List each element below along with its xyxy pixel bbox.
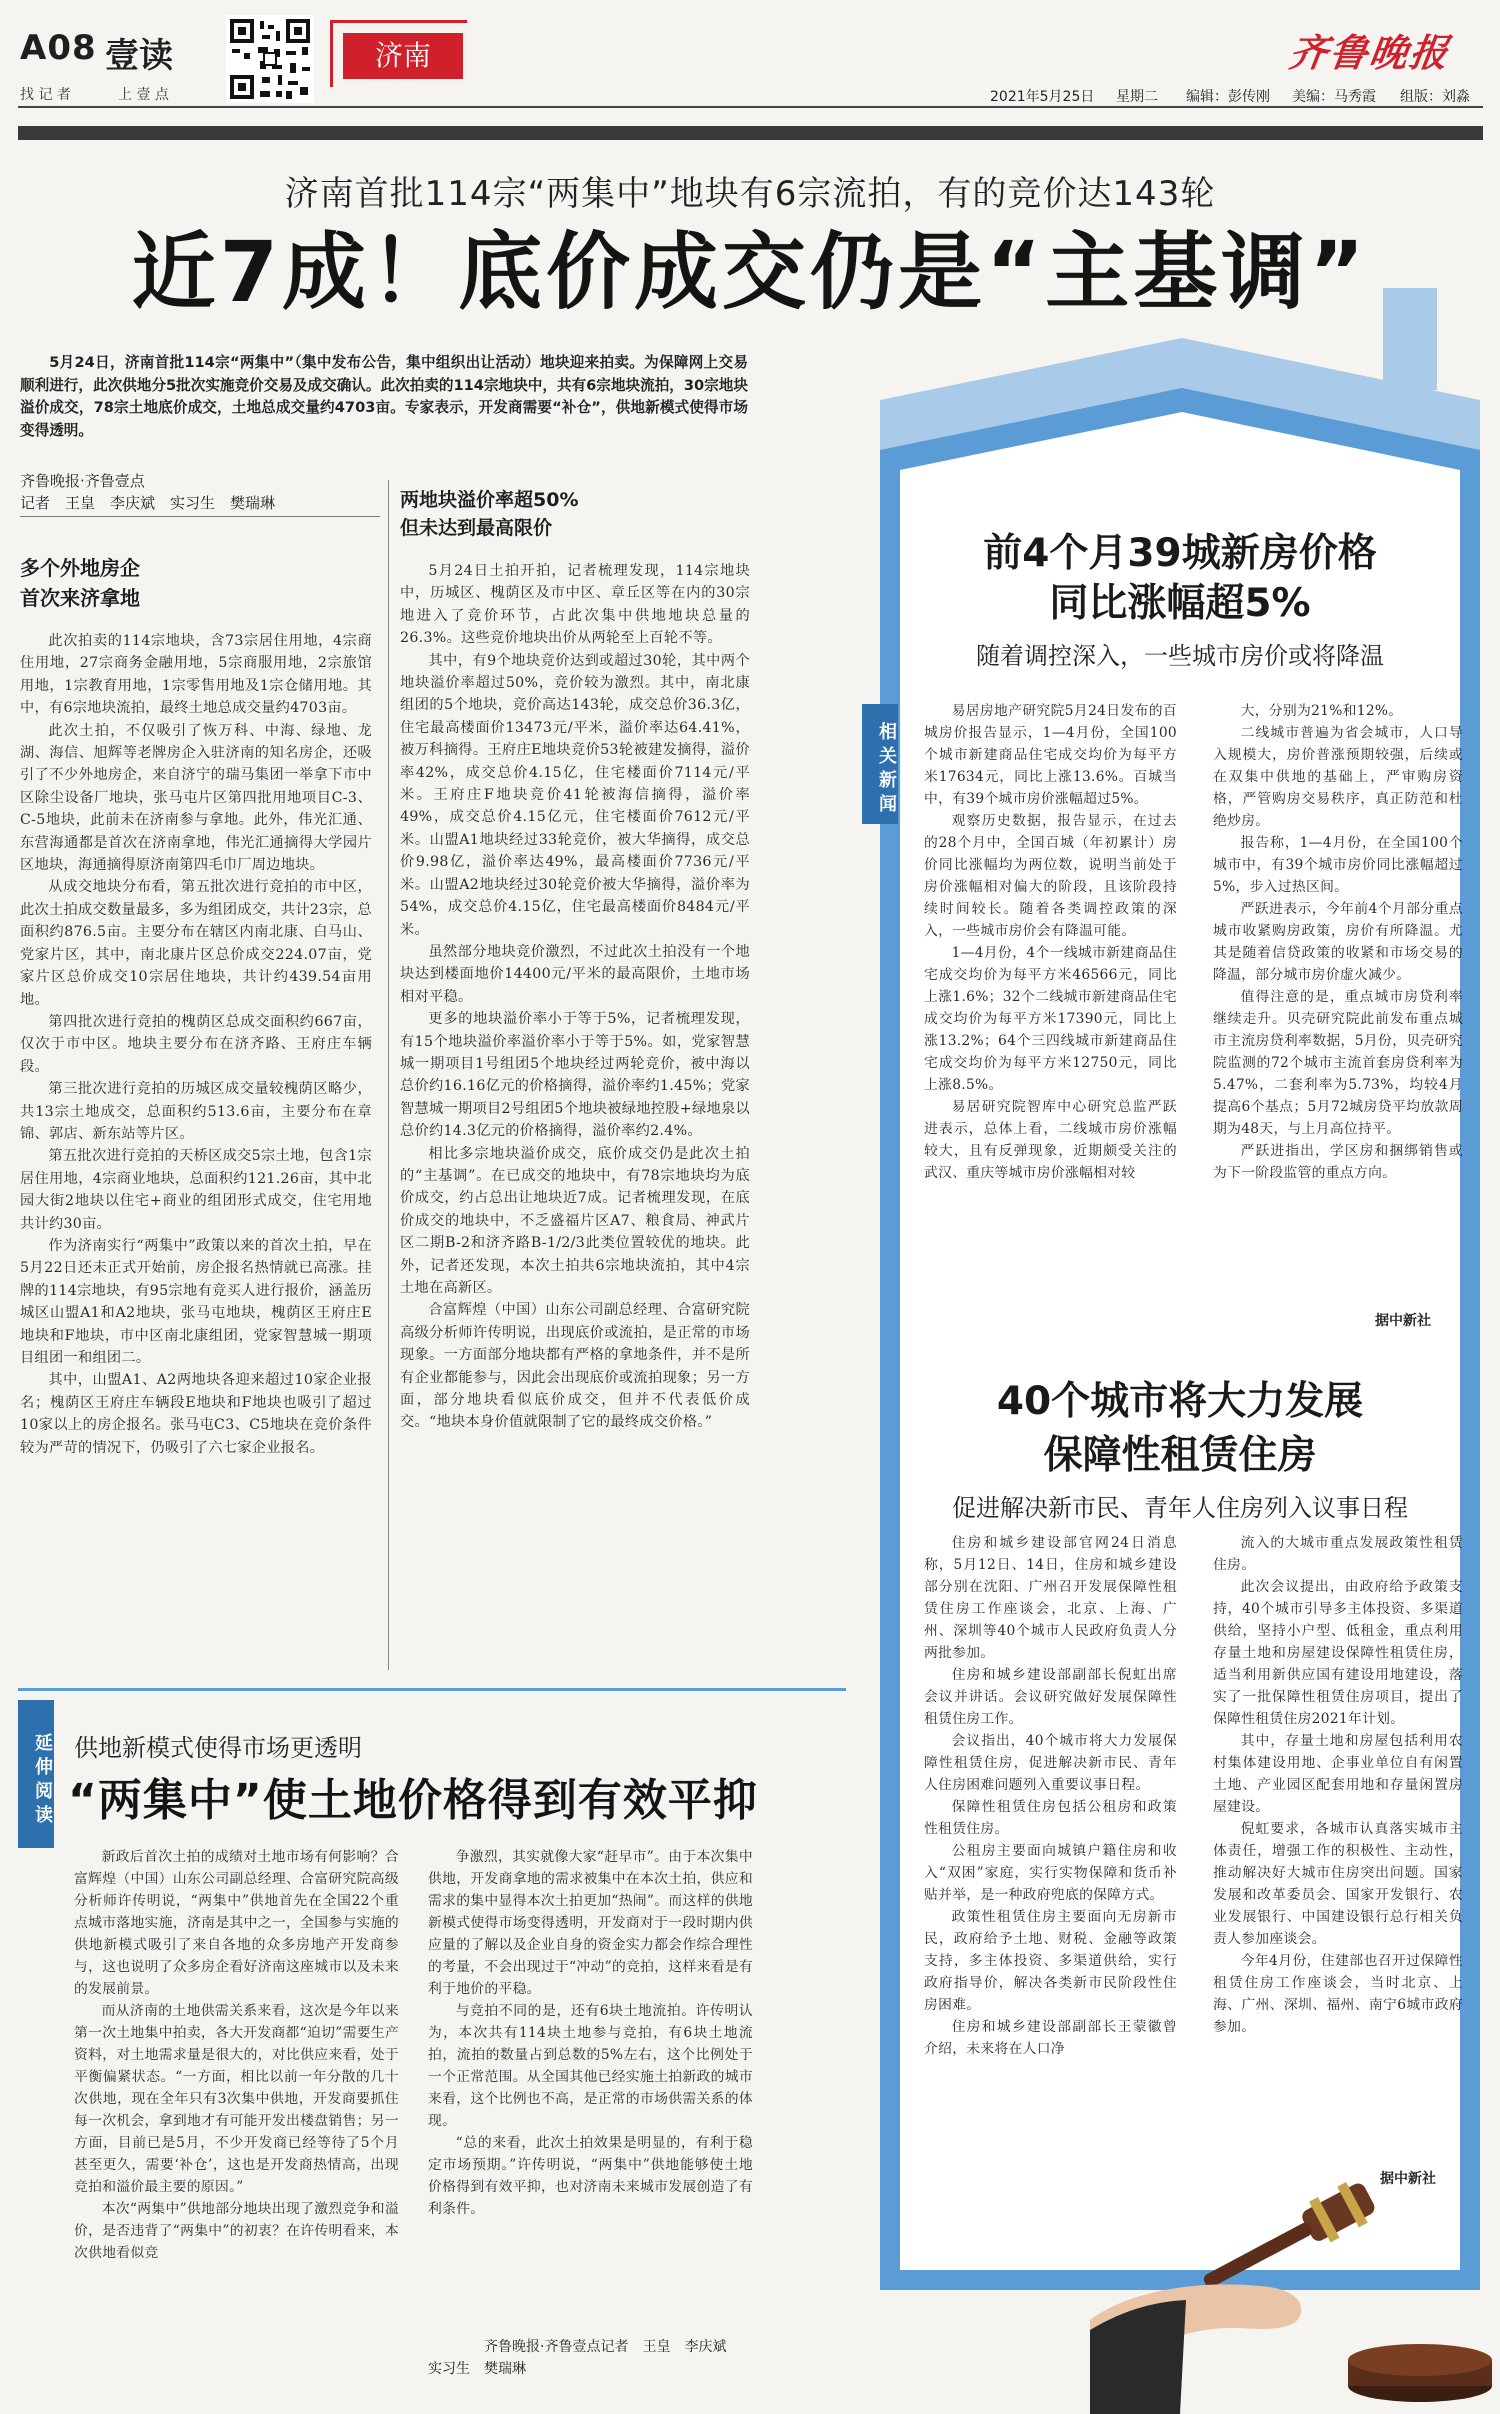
paragraph: 政策性租赁住房主要面向无房新市民，政府给予土地、财税、金融等政策支持，多主体投资、多渠道供给，实行政府指导价，解决各类新市民阶段性住房困难。 xyxy=(924,1909,1177,2013)
lead-column-1 xyxy=(20,630,372,1660)
lead-kicker: 济南首批114宗“两集中”地块有6宗流拍，有的竞价达143轮 xyxy=(284,174,1216,214)
paragraph: “总的来看，此次土拍效果是明显的，有利于稳定市场预期。”许传明说，“两集中”供地能够使土地价格得到有效平抑，也对济南未来城市发展创造了有利条件。 xyxy=(428,2135,753,2217)
related-news-label: 相关新闻 xyxy=(862,704,898,824)
section-name: 壹读 xyxy=(105,36,173,76)
paragraph: 易居研究院智库中心研究总监严跃进表示，总体上看，二线城市房价涨幅较大，且有反弹现象，近期颇受关注的武汉、重庆等城市房价涨幅相对较 xyxy=(924,1099,1177,1181)
paragraph: 倪虹要求，各城市认真落实城市主体责任，增强工作的积极性、主动性，推动解决好大城市住房突出问题。国家发展和改革委员会、国家开发银行、农业发展银行、中国建设银行总行相关负责人参加座谈会。 xyxy=(1213,1821,1463,1947)
paragraph: 本次“两集中”供地部分地块出现了激烈竞争和溢价，是否违背了“两集中”的初衷？在许传明看来，本次供地看似竞 xyxy=(74,2201,399,2261)
paragraph: 虽然部分地块竞价激烈，不过此次土拍没有一个地块达到楼面地价14400元/平米的最高限价，土地市场相对平稳。 xyxy=(400,943,750,1005)
paragraph: 观察历史数据，报告显示，在过去的28个月中，全国百城（年初累计）房价同比涨幅均为两位数，说明当前处于房价涨幅相对偏大的阶段，且该阶段持续时间较长。随着各类调控政策的深入，一些城市房价会有降温可能。 xyxy=(924,813,1177,939)
section1-title-line2: 首次来济拿地 xyxy=(20,586,140,610)
paragraph: 值得注意的是，重点城市房贷利率继续走升。贝壳研究院此前发布重点城市主流房贷利率数据，5月份，贝壳研究院监测的72个城市主流首套房贷利率为5.47%，二套利率为5.73%，均较4月提高6个基点；5月72城房贷平均放款周期为48天，与上月高位持平。 xyxy=(1213,989,1463,1137)
paragraph: 其中，有9个地块竞价达到或超过30轮，其中两个地块溢价率超过50%，竞价较为激烈。其中，南北康组团的5个地块，竞价高达143轮，成交总价36.3亿，住宅最高楼面价13473元/平米，溢价率达64.41%，被万科摘得。王府庄E地块竞价53轮被建发摘得，溢价率42%，成交总价4.15亿，住宅楼面价7114元/平米。王府庄F地块竞价41轮被海信摘得，溢价率49%，成交总价4.15亿元，住宅楼面价7612元/平米。山盟A1地块经过33轮竞价，被大华摘得，成交总价9.98亿，溢价率达49%，最高楼面价7736元/平米。山盟A2地块经过30轮竞价被大华摘得，溢价率为54%，成交总价4.15亿，住宅最高楼面价8484元/平米。 xyxy=(400,652,750,938)
extended-headline: “两集中”使土地价格得到有效平抑 xyxy=(68,1775,758,1826)
related1-subhead: 随着调控深入，一些城市房价或将降温 xyxy=(976,642,1384,670)
city-tab[interactable]: 济南 xyxy=(343,33,463,79)
extended-column-b xyxy=(428,1846,753,2326)
editor-credit: 编辑：彭传刚 xyxy=(1186,89,1270,105)
paragraph: 易居房地产研究院5月24日发布的百城房价报告显示，1—4月份，全国100个城市新建商品住宅成交均价为每平方米17634元，同比上涨13.6%。百城当中，有39个城市房价涨幅超过5%。 xyxy=(924,703,1177,807)
paragraph: 1—4月份，4个一线城市新建商品住宅成交均价为每平方米46566元，同比上涨1.6%；32个二线城市新建商品住宅成交均价为每平方米17390元，同比上涨13.2%；64个三四线城市新建商品住宅成交均价为每平方米12750元，同比上涨8.5%。 xyxy=(924,945,1177,1093)
paragraph: 此次土拍，不仅吸引了恢万科、中海、绿地、龙湖、海信、旭辉等老牌房企入驻济南的知名房企，还吸引了不少外地房企，来自济宁的瑞马集团一举拿下市中区除尘设备厂地块，张马屯片区第四批用地项目C-3、C-5地块，此前未在济南参与拿地。此外，伟光汇通、东营海通都是首次在济南拿地，伟光汇通摘得大学园片区地块，海通摘得原济南第四毛巾厂周边地块。 xyxy=(20,722,372,874)
section1-title-line1: 多个外地房企 xyxy=(20,556,140,580)
related1-headline-line2: 同比涨幅超5% xyxy=(1049,581,1311,626)
paragraph: 住房和城乡建设部官网24日消息称，5月12日、14日，住房和城乡建设部分别在沈阳、广州召开发展保障性租赁住房工作座谈会，北京、上海、广州、深圳等40个城市人民政府负责人分两批参加。 xyxy=(924,1535,1177,1661)
paragraph: 今年4月份，住建部也召开过保障性租赁住房工作座谈会，当时北京、上海、广州、深圳、福州、南宁6城市政府参加。 xyxy=(1213,1953,1463,2035)
extended-byline: 齐鲁晚报·齐鲁壹点记者 王皇 李庆斌 实习生 樊瑞琳 xyxy=(428,2339,741,2377)
related1-column-a xyxy=(924,700,1177,1340)
paragraph: 此次拍卖的114宗地块，含73宗居住用地，4宗商住用地，27宗商务金融用地，5宗商服用地，2宗旅馆用地，1宗教育用地，1宗零售用地及1宗仓储用地。其中，有6宗地块流拍，最终土地总成交量约4703亩。 xyxy=(20,633,372,717)
related2-source: 据中新社 xyxy=(1380,2171,1436,2187)
paragraph: 从成交地块分布看，第五批次进行竞拍的市中区，此次土拍成交数量最多，多为组团成交，共计23宗，总面积约876.5亩。主要分布在辖区内南北康、白马山、党家片区，其中，南北康片区总价成交224.07亩，党家片区总价成交10宗居住地块，共计约439.54亩用地。 xyxy=(20,879,372,1008)
page-number: A08 xyxy=(20,28,97,68)
tagline-left: 找 记 者 xyxy=(20,87,71,103)
paragraph: 第三批次进行竞拍的历城区成交量较槐荫区略少，共13宗土地成交，总面积约513.6亩，主要分布在章锦、郭店、新东站等片区。 xyxy=(20,1081,372,1142)
extended-label: 延伸阅读 xyxy=(18,1700,54,1848)
lead-headline: 近7成！底价成交仍是“主基调” xyxy=(131,223,1369,321)
extended-column-a xyxy=(74,1846,399,2391)
related2-column-b xyxy=(1213,1532,1463,2172)
related2-headline-line2: 保障性租赁住房 xyxy=(1043,1433,1317,1478)
related1-column-b xyxy=(1213,700,1463,1340)
paragraph: 合富辉煌（中国）山东公司副总经理、合富研究院高级分析师许传明说，出现底价或流拍，是正常的市场现象。一方面部分地块都有严格的拿地条件，并不是所有企业都能参与，因此会出现底价或流拍现象；另一方面，部分地块看似底价成交，但并不代表低价成交。“地块本身价值就限制了它的最终成交价格。” xyxy=(400,1302,750,1431)
paragraph: 第四批次进行竞拍的槐荫区总成交面积约667亩，仅次于市中区。地块主要分布在济齐路、王府庄车辆段。 xyxy=(20,1013,372,1075)
paragraph: 与竞拍不同的是，还有6块土地流拍。许传明认为，本次共有114块土地参与竞拍，有6块土地流拍，流拍的数量占到总数的5%左右，这个比例处于一个正常范围。从全国其他已经实施土拍新政的城市来看，这个比例也不高，是正常的市场供需关系的体现。 xyxy=(428,2003,753,2129)
extended-top-rule xyxy=(18,1688,846,1691)
art-editor-credit: 美编：马秀霞 xyxy=(1292,89,1376,105)
related2-subhead: 促进解决新市民、青年人住房列入议事日程 xyxy=(952,1494,1408,1522)
paragraph: 相比多宗地块溢价成交，底价成交仍是此次土拍的“主基调”。在已成交的地块中，有78宗地块均为底价成交，约占总出让地块近7成。记者梳理发现，在底价成交的地块中，不乏盛福片区A7、粮食局、神武片区二期B-2和济齐路B-1/2/3此类位置较优的地块。此外，记者还发现，本次土拍共6宗地块流拍，其中4宗土地在高新区。 xyxy=(400,1145,750,1296)
paragraph: 保障性租赁住房包括公租房和政策性租赁住房。 xyxy=(924,1799,1177,1837)
paragraph: 会议指出，40个城市将大力发展保障性租赁住房，促进解决新市民、青年人住房困难问题列入重要议事日程。 xyxy=(924,1733,1177,1793)
paragraph: 住房和城乡建设部副部长王蒙徽曾介绍，未来将在人口净 xyxy=(924,2019,1177,2057)
byline-reporters: 记者 王皇 李庆斌 实习生 樊瑞琳 xyxy=(20,494,276,512)
byline-outlet: 齐鲁晚报·齐鲁壹点 xyxy=(20,472,145,490)
paragraph: 严跃进指出，学区房和捆绑销售或为下一阶段监管的重点方向。 xyxy=(1213,1143,1463,1181)
paragraph: 5月24日土拍开拍，记者梳理发现，114宗地块中，历城区、槐荫区及市中区、章丘区等在内的30宗地进入了竞价环节，占此次集中供地地块总量的26.3%。这些竞价地块出价从两轮至上百轮不等。 xyxy=(400,563,750,647)
paragraph: 流入的大城市重点发展政策性租赁住房。 xyxy=(1213,1535,1463,1573)
extended-kicker: 供地新模式使得市场更透明 xyxy=(74,1734,362,1762)
paragraph: 而从济南的土地供需关系来看，这次是今年以来第一次土地集中拍卖，各大开发商都“迫切”需要生产资料，对土地需求量是很大的，对比供应来看，处于平衡偏紧状态。“一方面，相比以前一年分散的几十次供地，现在全年只有3次集中供地，开发商要抓住每一次机会，拿到地才有可能开发出楼盘销售；另一方面，目前已是5月，不少开发商已经等待了5个月甚至更久，需要‘补仓’，这也是开发商热情高，出现竞拍和溢价最主要的原因。” xyxy=(74,2003,399,2195)
tagline-right: 上 壹 点 xyxy=(118,87,169,103)
paragraph: 争激烈，其实就像大家“赶早市”。由于本次集中供地，开发商拿地的需求被集中在本次土拍，供应和需求的集中显得本次土拍更加“热闹”。而这样的供地新模式使得市场变得透明，开发商对于一段时期内供应量的了解以及企业自身的资金实力都会作综合理性的考量，不会出现过于“冲动”的竞拍，这样来看是有利于地价的平稳。 xyxy=(428,1849,753,1997)
byline-rule xyxy=(20,516,380,517)
paragraph: 严跃进表示，今年前4个月部分重点城市收紧购房政策，房价有所降温。尤其是随着信贷政策的收紧和市场交易的降温，部分城市房价虚火减少。 xyxy=(1213,901,1463,983)
paragraph: 公租房主要面向城镇户籍住房和收入“双困”家庭，实行实物保障和货币补贴并举，是一种政府兜底的保障方式。 xyxy=(924,1843,1177,1903)
paragraph: 住房和城乡建设部副部长倪虹出席会议并讲话。会议研究做好发展保障性租赁住房工作。 xyxy=(924,1667,1177,1727)
gavel-hand-icon xyxy=(1090,2180,1500,2414)
lead-column-2 xyxy=(400,560,750,1660)
date-line: 2021年5月25日 xyxy=(990,89,1095,105)
section2-title-line2: 但未达到最高限价 xyxy=(400,517,553,539)
paragraph: 此次会议提出，由政府给予政策支持，40个城市引导多主体投资、多渠道供给，坚持小户型、低租金，重点利用存量土地和房屋建设保障性租赁住房，适当利用新供应国有建设用地建设，落实了一批保障性租赁住房项目，提出了保障性租赁住房2021年计划。 xyxy=(1213,1579,1463,1727)
paragraph: 其中，山盟A1、A2两地块各迎来超过10家企业报名；槐荫区王府庄车辆段E地块和F地块也吸引了超过10家以上的房企报名。张马屯C3、C5地块在竞价条件较为严苛的情况下，仍吸引了六七家企业报名。 xyxy=(20,1372,372,1456)
paragraph: 更多的地块溢价率小于等于5%，记者梳理发现，有15个地块溢价率溢价率小于等于5%。如，党家智慧城一期项目1号组团5个地块经过两轮竞价，被中海以总价约16.16亿元的价格摘得，溢价率约1.45%；党家智慧城一期项目2号组团5个地块被绿地控股+绿地泉以总价约14.3亿元的价格摘得，溢价率约2.4%。 xyxy=(400,1011,750,1140)
related1-headline-line1: 前4个月39城新房价格 xyxy=(983,531,1377,576)
related2-column-a xyxy=(924,1532,1177,2222)
paragraph: 其中，存量土地和房屋包括利用农村集体建设用地、企事业单位自有闲置土地、产业园区配套用地和存量闲置房屋建设。 xyxy=(1213,1733,1463,1815)
weekday: 星期二 xyxy=(1116,89,1158,105)
section2-title-line1: 两地块溢价率超50% xyxy=(400,489,579,511)
layout-editor-credit: 组版：刘淼 xyxy=(1400,89,1470,105)
column-divider xyxy=(388,480,389,1670)
paragraph: 第五批次进行竞拍的天桥区成交5宗土地，包含1宗居住用地，4宗商业地块，总面积约121.26亩，其中北园大街2地块以住宅+商业的组团形式成交，住宅用地共计约30亩。 xyxy=(20,1148,372,1232)
paragraph: 新政后首次土拍的成绩对土地市场有何影响？合富辉煌（中国）山东公司副总经理、合富研究院高级分析师许传明说，“两集中”供地首先在全国22个重点城市落地实施，济南是其中之一，全国参与实施的供地新模式吸引了来自各地的众多房地产开发商参与，这也说明了众多房企看好济南这座城市以及未来的发展前景。 xyxy=(74,1849,399,1997)
paragraph: 报告称，1—4月份，在全国100个城市中，有39个城市房价同比涨幅超过5%，步入过热区间。 xyxy=(1213,835,1463,895)
related1-source: 据中新社 xyxy=(1375,1313,1431,1329)
lead-summary: 5月24日，济南首批114宗“两集中”（集中发布公告，集中组织出让活动）地块迎来拍卖。为保障网上交易顺利进行，此次供地分5批次实施竞价交易及成交确认。此次拍卖的114宗地块中，共有6宗地块流拍，30宗地块溢价成交，78宗土地底价成交，土地总成交量约4703亩。专家表示，开发商需要“补仓”，供地新模式使得市场变得透明。 xyxy=(20,354,748,439)
paragraph: 二线城市普遍为省会城市，人口导入规模大，房价普涨预期较强，后续或在双集中供地的基础上，严审购房资格，严管购房交易秩序，真正防范和杜绝炒房。 xyxy=(1213,725,1463,829)
paragraph: 大，分别为21%和12%。 xyxy=(1240,703,1403,719)
related2-headline-line1: 40个城市将大力发展 xyxy=(996,1379,1364,1424)
paper-logo: 齐鲁晚报 xyxy=(1286,30,1453,75)
paragraph: 作为济南实行“两集中”政策以来的首次土拍，早在5月22日还未正式开始前，房企报名热情就已高涨。挂牌的114宗地块，有95宗地有竞买人进行报价，涵盖历城区山盟A1和A2地块，张马屯地块，槐荫区王府庄E地块和F地块，市中区南北康组团，党家智慧城一期项目组团一和组团二。 xyxy=(20,1237,372,1366)
